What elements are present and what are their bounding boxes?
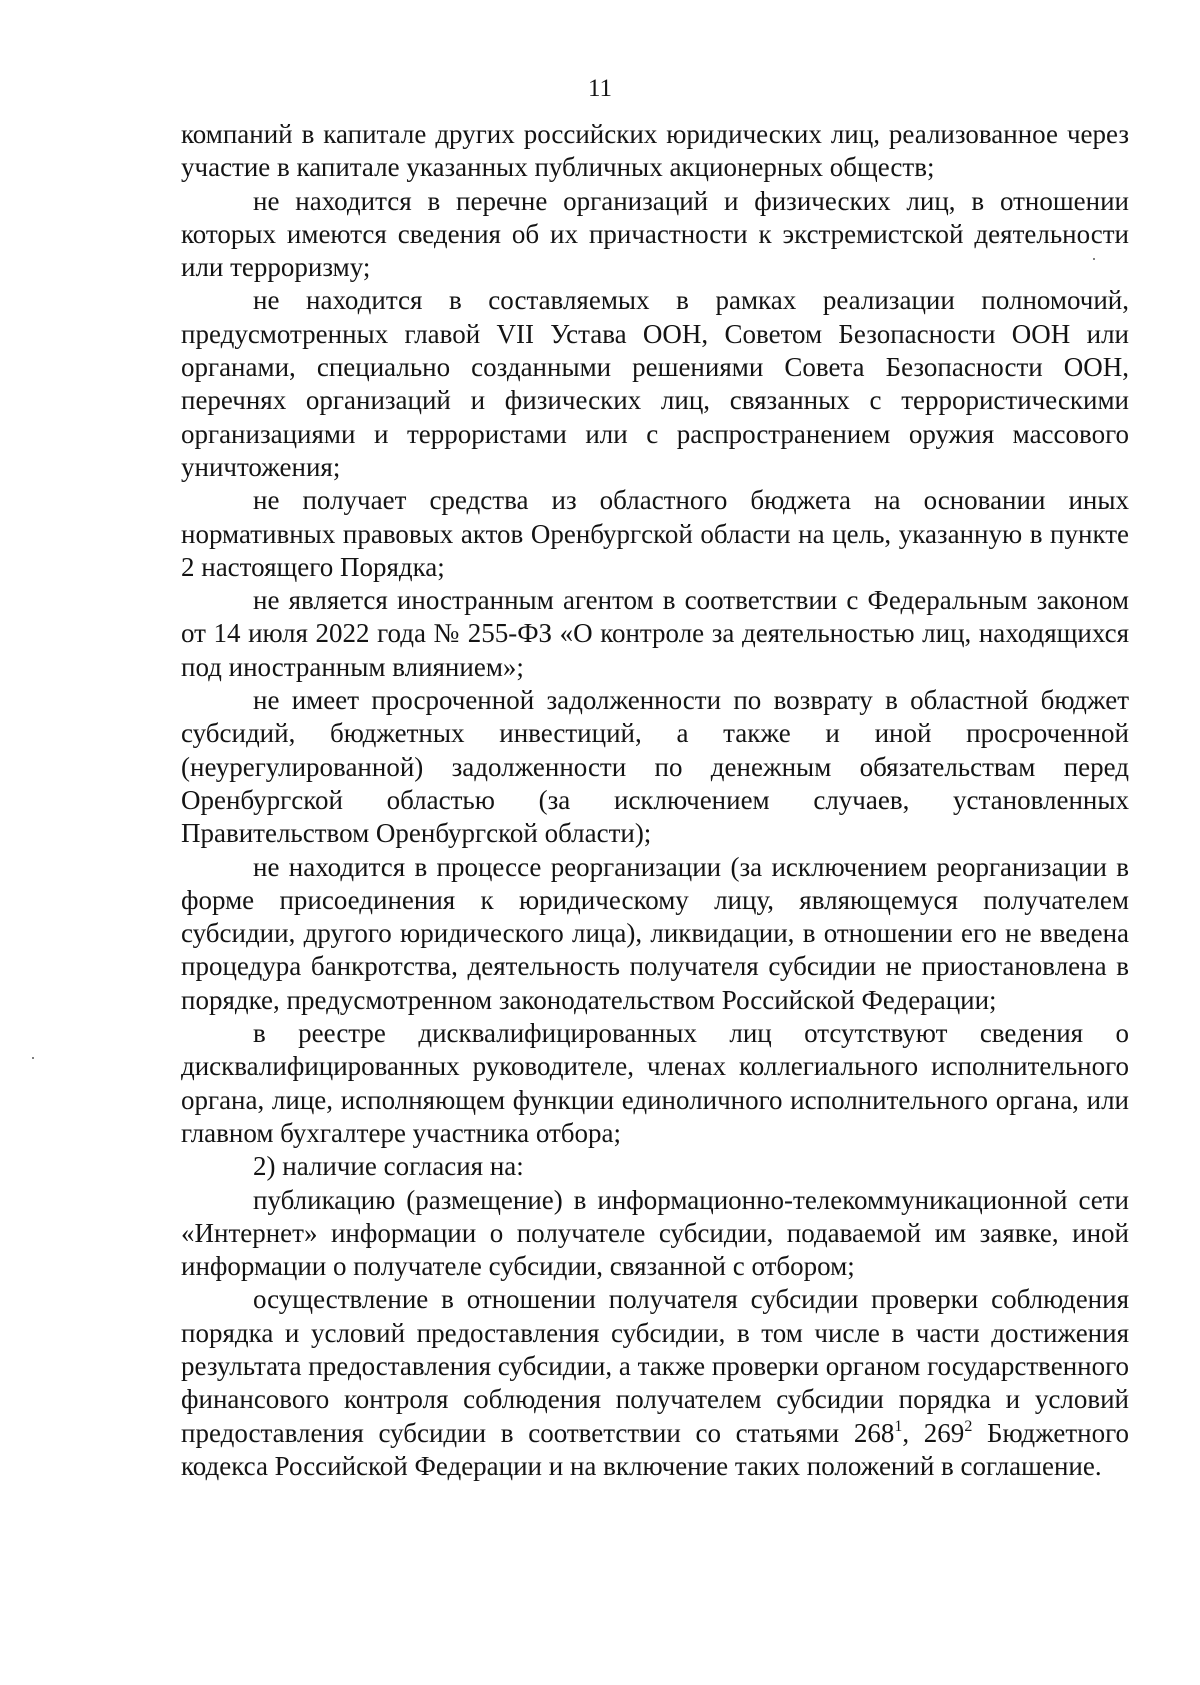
paragraph-publication-consent: публикацию (размещение) в информационно-телекоммуникационной сети «Интернет» информации о получателе субсидии, подаваемой им заявке, иной информации о получателе субсидии, связанной с отбором; [181,1184,1129,1282]
scan-artifact-dot [1093,258,1095,260]
paragraph-un-lists: не находится в составляемых в рамках реализации полномочий, предусмотренных главой VII Устава ООН, Советом Безопасности ООН или органами, специально созданными решениями Совета Безопасности ООН, перечнях организаций и физических лиц, связанных с террористическими организациями и террористами или с распространением оружия массового уничтожения; [181,285,1129,482]
paragraph-budget-funds: не получает средства из областного бюджета на основании иных нормативных правовых актов Оренбургской области на цель, указанную в пункте 2 настоящего Порядка; [181,485,1129,582]
paragraph-foreign-agent: не является иностранным агентом в соответствии с Федеральным законом от 14 июля 2022 года № 255-ФЗ «О контроле за деятельностью лиц, находящихся под иностранным влиянием»; [181,585,1129,682]
paragraph-extremism-list: не находится в перечне организаций и физических лиц, в отношении которых имеются сведения об их причастности к экстремистской деятельности или терроризму; [181,185,1129,283]
scan-artifact-dot [32,1057,34,1059]
paragraph-overdue-debt: не имеет просроченной задолженности по возврату в областной бюджет субсидий, бюджетных инвестиций, а также и иной просроченной (неурегулированной) задолженности по денежным обязательствам перед Оренбургской областью (за исключением случаев, установленных Правительством Оренбургской области); [181,685,1129,849]
paragraph-inspection-consent [181,1283,1129,1483]
inspection-text-part2: , 269 [902,1417,965,1448]
inspection-text-part3: Бюджетного кодекса Российской Федерации и на включение таких положений в соглашение. [181,1417,1129,1481]
document-body [181,118,1129,1483]
page-number: 11 [587,75,613,102]
paragraph-disqualified-register: в реестре дисквалифицированных лиц отсутствуют сведения о дисквалифицированных руководителе, членах коллегиального исполнительного органа, лице, исполняющем функции единоличного исполнительного органа, или главном бухгалтере участника отбора; [181,1018,1129,1148]
paragraph-continuation: компаний в капитале других российских юридических лиц, реализованное через участие в капитале указанных публичных акционерных обществ; [181,119,1129,183]
paragraph-consent-heading: 2) наличие согласия на: [253,1151,524,1182]
paragraph-reorganization: не находится в процессе реорганизации (за исключением реорганизации в форме присоединения к юридическому лицу, являющемуся получателем субсидии, другого юридического лица), ликвидации, в отношении его не введена процедура банкротства, деятельность получателя субсидии не приостановлена в порядке, предусмотренном законодательством Российской Федерации; [181,851,1129,1015]
superscript-article-268: 1 [894,1417,903,1435]
superscript-article-269: 2 [964,1417,973,1435]
inspection-text-part1: осуществление в отношении получателя субсидии проверки соблюдения порядка и условий предоставления субсидии, в том числе в части достижения результата предоставления субсидии, а также проверки органом государственного финансового контроля соблюдения получателем субсидии порядка и условий предоставления субсидии в соответствии со статьями 268 [181,1284,1129,1448]
